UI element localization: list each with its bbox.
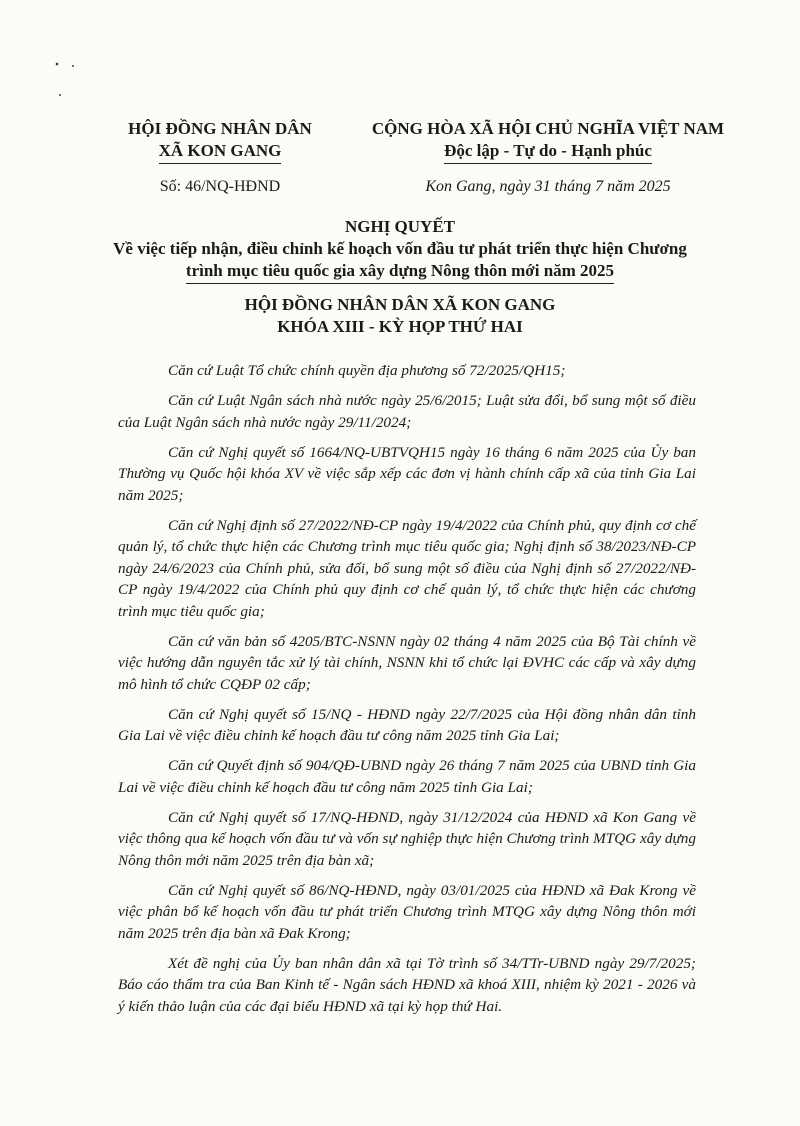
- paragraph: Căn cứ Nghị quyết số 15/NQ - HĐND ngày 22/7/2025 của Hội đồng nhân dân tỉnh Gia Lai về việc điều chỉnh kế hoạch đầu tư công năm 2025 tỉnh Gia Lai;: [118, 705, 696, 744]
- paragraph: Xét đề nghị của Ủy ban nhân dân xã tại Tờ trình số 34/TTr-UBND ngày 29/7/2025; Báo cáo thẩm tra của Ban Kinh tế - Ngân sách HĐND xã khoá XIII, nhiệm kỳ 2021 - 2026 và ý kiến thảo luận của các đại biểu HĐND xã tại kỳ họp thứ Hai.: [118, 954, 696, 1015]
- paragraph: Căn cứ Nghị quyết số 17/NQ-HĐND, ngày 31/12/2024 của HĐND xã Kon Gang về việc thông qua kế hoạch vốn đầu tư và vốn sự nghiệp thực hiện Chương trình MTQG xây dựng Nông thôn mới năm 2025 trên địa bàn xã;: [118, 808, 696, 869]
- paragraph: Căn cứ Luật Tổ chức chính quyền địa phương số 72/2025/QH15;: [168, 362, 566, 379]
- document-title: [80, 216, 720, 284]
- agency-name: HỘI ĐỒNG NHÂN DÂN: [128, 119, 312, 138]
- nation-name: CỘNG HÒA XÃ HỘI CHỦ NGHĨA VIỆT NAM: [371, 119, 725, 138]
- agency-commune: XÃ KON GANG: [159, 140, 282, 164]
- subject-line-2: trình mục tiêu quốc gia xây dựng Nông thôn mới năm 2025: [186, 260, 614, 284]
- council-heading: [80, 294, 720, 338]
- document-type: NGHỊ QUYẾT: [344, 217, 456, 236]
- paragraph: Căn cứ Nghị quyết số 86/NQ-HĐND, ngày 03/01/2025 của HĐND xã Đak Krong về việc phân bổ kế hoạch vốn đầu tư phát triển Chương trình MTQG xây dựng Nông thôn mới năm 2025 trên địa bàn xã Đak Krong;: [118, 881, 696, 942]
- paragraph: Căn cứ Nghị định số 27/2022/NĐ-CP ngày 19/4/2022 của Chính phủ, quy định cơ chế quản lý, tổ chức thực hiện các Chương trình mục tiêu quốc gia; Nghị định số 38/2023/NĐ-CP ngày 24/6/2023 của Chính phủ, sửa đổi, bổ sung một số điều của Nghị định số 27/2022/NĐ-CP ngày 19/4/2022 của Chính phủ quy định cơ chế quản lý, tổ chức thực hiện các chương trình mục tiêu quốc gia;: [118, 516, 696, 620]
- paragraph: Căn cứ văn bản số 4205/BTC-NSNN ngày 02 tháng 4 năm 2025 của Bộ Tài chính về việc hướng dẫn nguyên tắc xử lý tài chính, NSNN khi tổ chức lại ĐVHC các cấp và xây dựng mô hình tổ chức CQĐP 02 cấp;: [118, 632, 696, 693]
- subject-line-1: Về việc tiếp nhận, điều chỉnh kế hoạch vốn đầu tư phát triển thực hiện Chương: [113, 239, 687, 258]
- paragraph: Căn cứ Quyết định số 904/QĐ-UBND ngày 26 tháng 7 năm 2025 của UBND tỉnh Gia Lai về việc điều chỉnh kế hoạch đầu tư công năm 2025 tỉnh Gia Lai;: [118, 757, 696, 796]
- place-date: Kon Gang, ngày 31 tháng 7 năm 2025: [425, 178, 671, 195]
- national-header: [348, 118, 748, 198]
- document-number: Số: 46/NQ-HĐND: [159, 178, 281, 195]
- paragraph: Căn cứ Luật Ngân sách nhà nước ngày 25/6/2015; Luật sửa đổi, bổ sung một số điều của Luật Ngân sách nhà nước ngày 29/11/2024;: [118, 392, 696, 431]
- council-session: KHÓA XIII - KỲ HỌP THỨ HAI: [277, 317, 523, 336]
- council-name: HỘI ĐỒNG NHÂN DÂN XÃ KON GANG: [244, 295, 556, 314]
- preamble: [118, 360, 696, 1026]
- national-motto: Độc lập - Tự do - Hạnh phúc: [444, 140, 652, 164]
- paragraph: Căn cứ Nghị quyết số 1664/NQ-UBTVQH15 ngày 16 tháng 6 năm 2025 của Ủy ban Thường vụ Quốc hội khóa XV về việc sắp xếp các đơn vị hành chính cấp xã của tỉnh Gia Lai năm 2025;: [118, 443, 696, 504]
- issuing-agency: [100, 118, 340, 198]
